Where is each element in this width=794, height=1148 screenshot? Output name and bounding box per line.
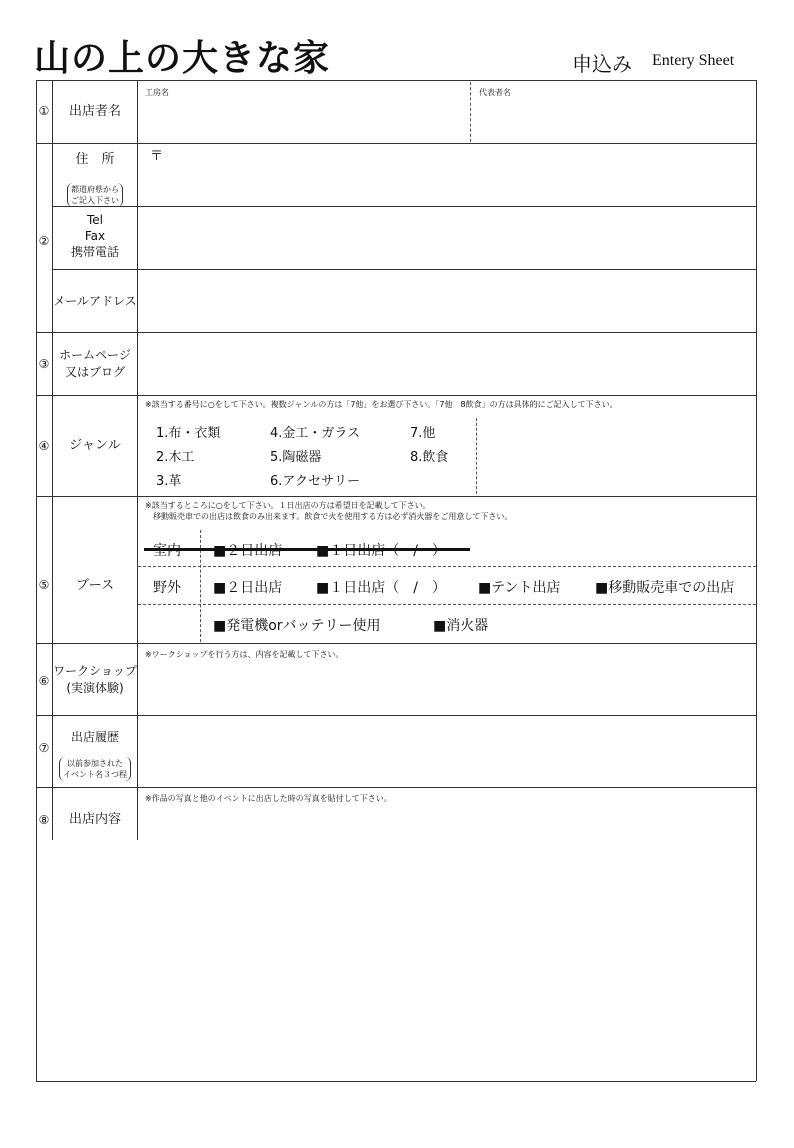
genre-option-6[interactable]: 6.アクセサリー bbox=[270, 474, 361, 489]
section-number-2: ② bbox=[38, 234, 50, 248]
homepage-input[interactable] bbox=[140, 336, 752, 392]
entry-sheet-title: Entery Sheet bbox=[652, 52, 735, 69]
booth-note-1: ※該当するところに○をして下さい。１日出店の方は希望日を記載して下さい。 bbox=[145, 501, 431, 510]
apply-title: 申込み bbox=[572, 52, 632, 76]
address-label: 住 所 bbox=[75, 152, 115, 167]
contact-label: Tel Fax 携帯電話 bbox=[70, 213, 119, 259]
email-label: メールアドレス bbox=[53, 294, 137, 308]
section-number-8: ⑧ bbox=[38, 813, 50, 827]
booth-outdoor-1day[interactable]: ■１日出店（ / ） bbox=[316, 580, 446, 596]
genre-option-1[interactable]: 1.布・衣類 bbox=[156, 426, 221, 441]
history-input[interactable] bbox=[140, 719, 752, 783]
genre-option-7[interactable]: 7.他 bbox=[410, 426, 436, 441]
booth-indoor-label: 室内 bbox=[153, 543, 181, 559]
phone-input[interactable] bbox=[140, 210, 752, 266]
section-number-7: ⑦ bbox=[38, 741, 50, 755]
booth-note-2: 移動販売車での出店は飲食のみ出来ます。飲食で火を使用する方は必ず消火器をご用意して下さい。 bbox=[153, 512, 513, 521]
indoor-strikethrough bbox=[144, 548, 470, 551]
genre-option-5[interactable]: 5.陶磁器 bbox=[270, 450, 322, 465]
booth-mobile-vehicle[interactable]: ■移動販売車での出店 bbox=[595, 580, 735, 596]
exhibit-content-label: 出店内容 bbox=[68, 812, 121, 827]
homepage-label: ホームページ 又はブログ bbox=[59, 348, 131, 379]
workshop-input[interactable] bbox=[140, 664, 752, 712]
booth-indoor-2day: ■２日出店 bbox=[213, 543, 283, 559]
section-number-1: ① bbox=[38, 104, 50, 118]
genre-option-2[interactable]: 2.木工 bbox=[156, 450, 195, 465]
section-number-6: ⑥ bbox=[38, 674, 50, 688]
email-input[interactable] bbox=[140, 273, 752, 329]
brand-logo: 山の上の大きな家 bbox=[34, 38, 331, 79]
booth-tent[interactable]: ■テント出店 bbox=[478, 580, 561, 596]
representative-name-field-label: 代表者名 bbox=[479, 88, 511, 97]
genre-option-4[interactable]: 4.金工・ガラス bbox=[270, 426, 361, 441]
section-number-5: ⑤ bbox=[38, 578, 50, 592]
history-label: 出店履歴 bbox=[70, 730, 119, 744]
studio-name-input[interactable] bbox=[140, 100, 468, 140]
booth-extinguisher[interactable]: ■消火器 bbox=[433, 618, 489, 634]
section-number-3: ③ bbox=[38, 357, 50, 371]
address-sub-label: 都道府県から ご記入下さい bbox=[53, 172, 137, 207]
shop-name-label: 出店者名 bbox=[68, 104, 121, 119]
genre-label: ジャンル bbox=[69, 438, 121, 453]
exhibit-content-note: ※作品の写真と他のイベントに出店した時の写真を貼付して下さい。 bbox=[145, 794, 392, 803]
genre-note: ※該当する番号に○をして下さい。複数ジャンルの方は「7他」をお選び下さい。「7他 8飲食」の方は具体的にご記入して下さい。 bbox=[145, 400, 618, 409]
postal-mark: 〒 bbox=[150, 149, 164, 164]
workshop-note: ※ワークショップを行う方は、内容を記載して下さい。 bbox=[145, 650, 344, 659]
section-number-4: ④ bbox=[38, 439, 50, 453]
photo-paste-area[interactable] bbox=[140, 808, 752, 1076]
studio-name-field-label: 工房名 bbox=[145, 88, 169, 97]
booth-label: ブース bbox=[76, 578, 114, 593]
booth-outdoor-2day[interactable]: ■２日出店 bbox=[213, 580, 283, 596]
booth-generator[interactable]: ■発電機orバッテリー使用 bbox=[213, 618, 381, 634]
history-sub-label: 以前参加された イベント名３つ程 bbox=[53, 746, 137, 781]
genre-option-8[interactable]: 8.飲食 bbox=[410, 450, 449, 465]
genre-option-3[interactable]: 3.革 bbox=[156, 474, 182, 489]
address-input[interactable] bbox=[140, 160, 752, 202]
workshop-label: ワークショップ (実演体験) bbox=[53, 664, 137, 695]
booth-indoor-1day: ■１日出店（ / ） bbox=[316, 543, 446, 559]
booth-outdoor-label: 野外 bbox=[153, 580, 181, 596]
representative-name-input[interactable] bbox=[474, 100, 752, 140]
